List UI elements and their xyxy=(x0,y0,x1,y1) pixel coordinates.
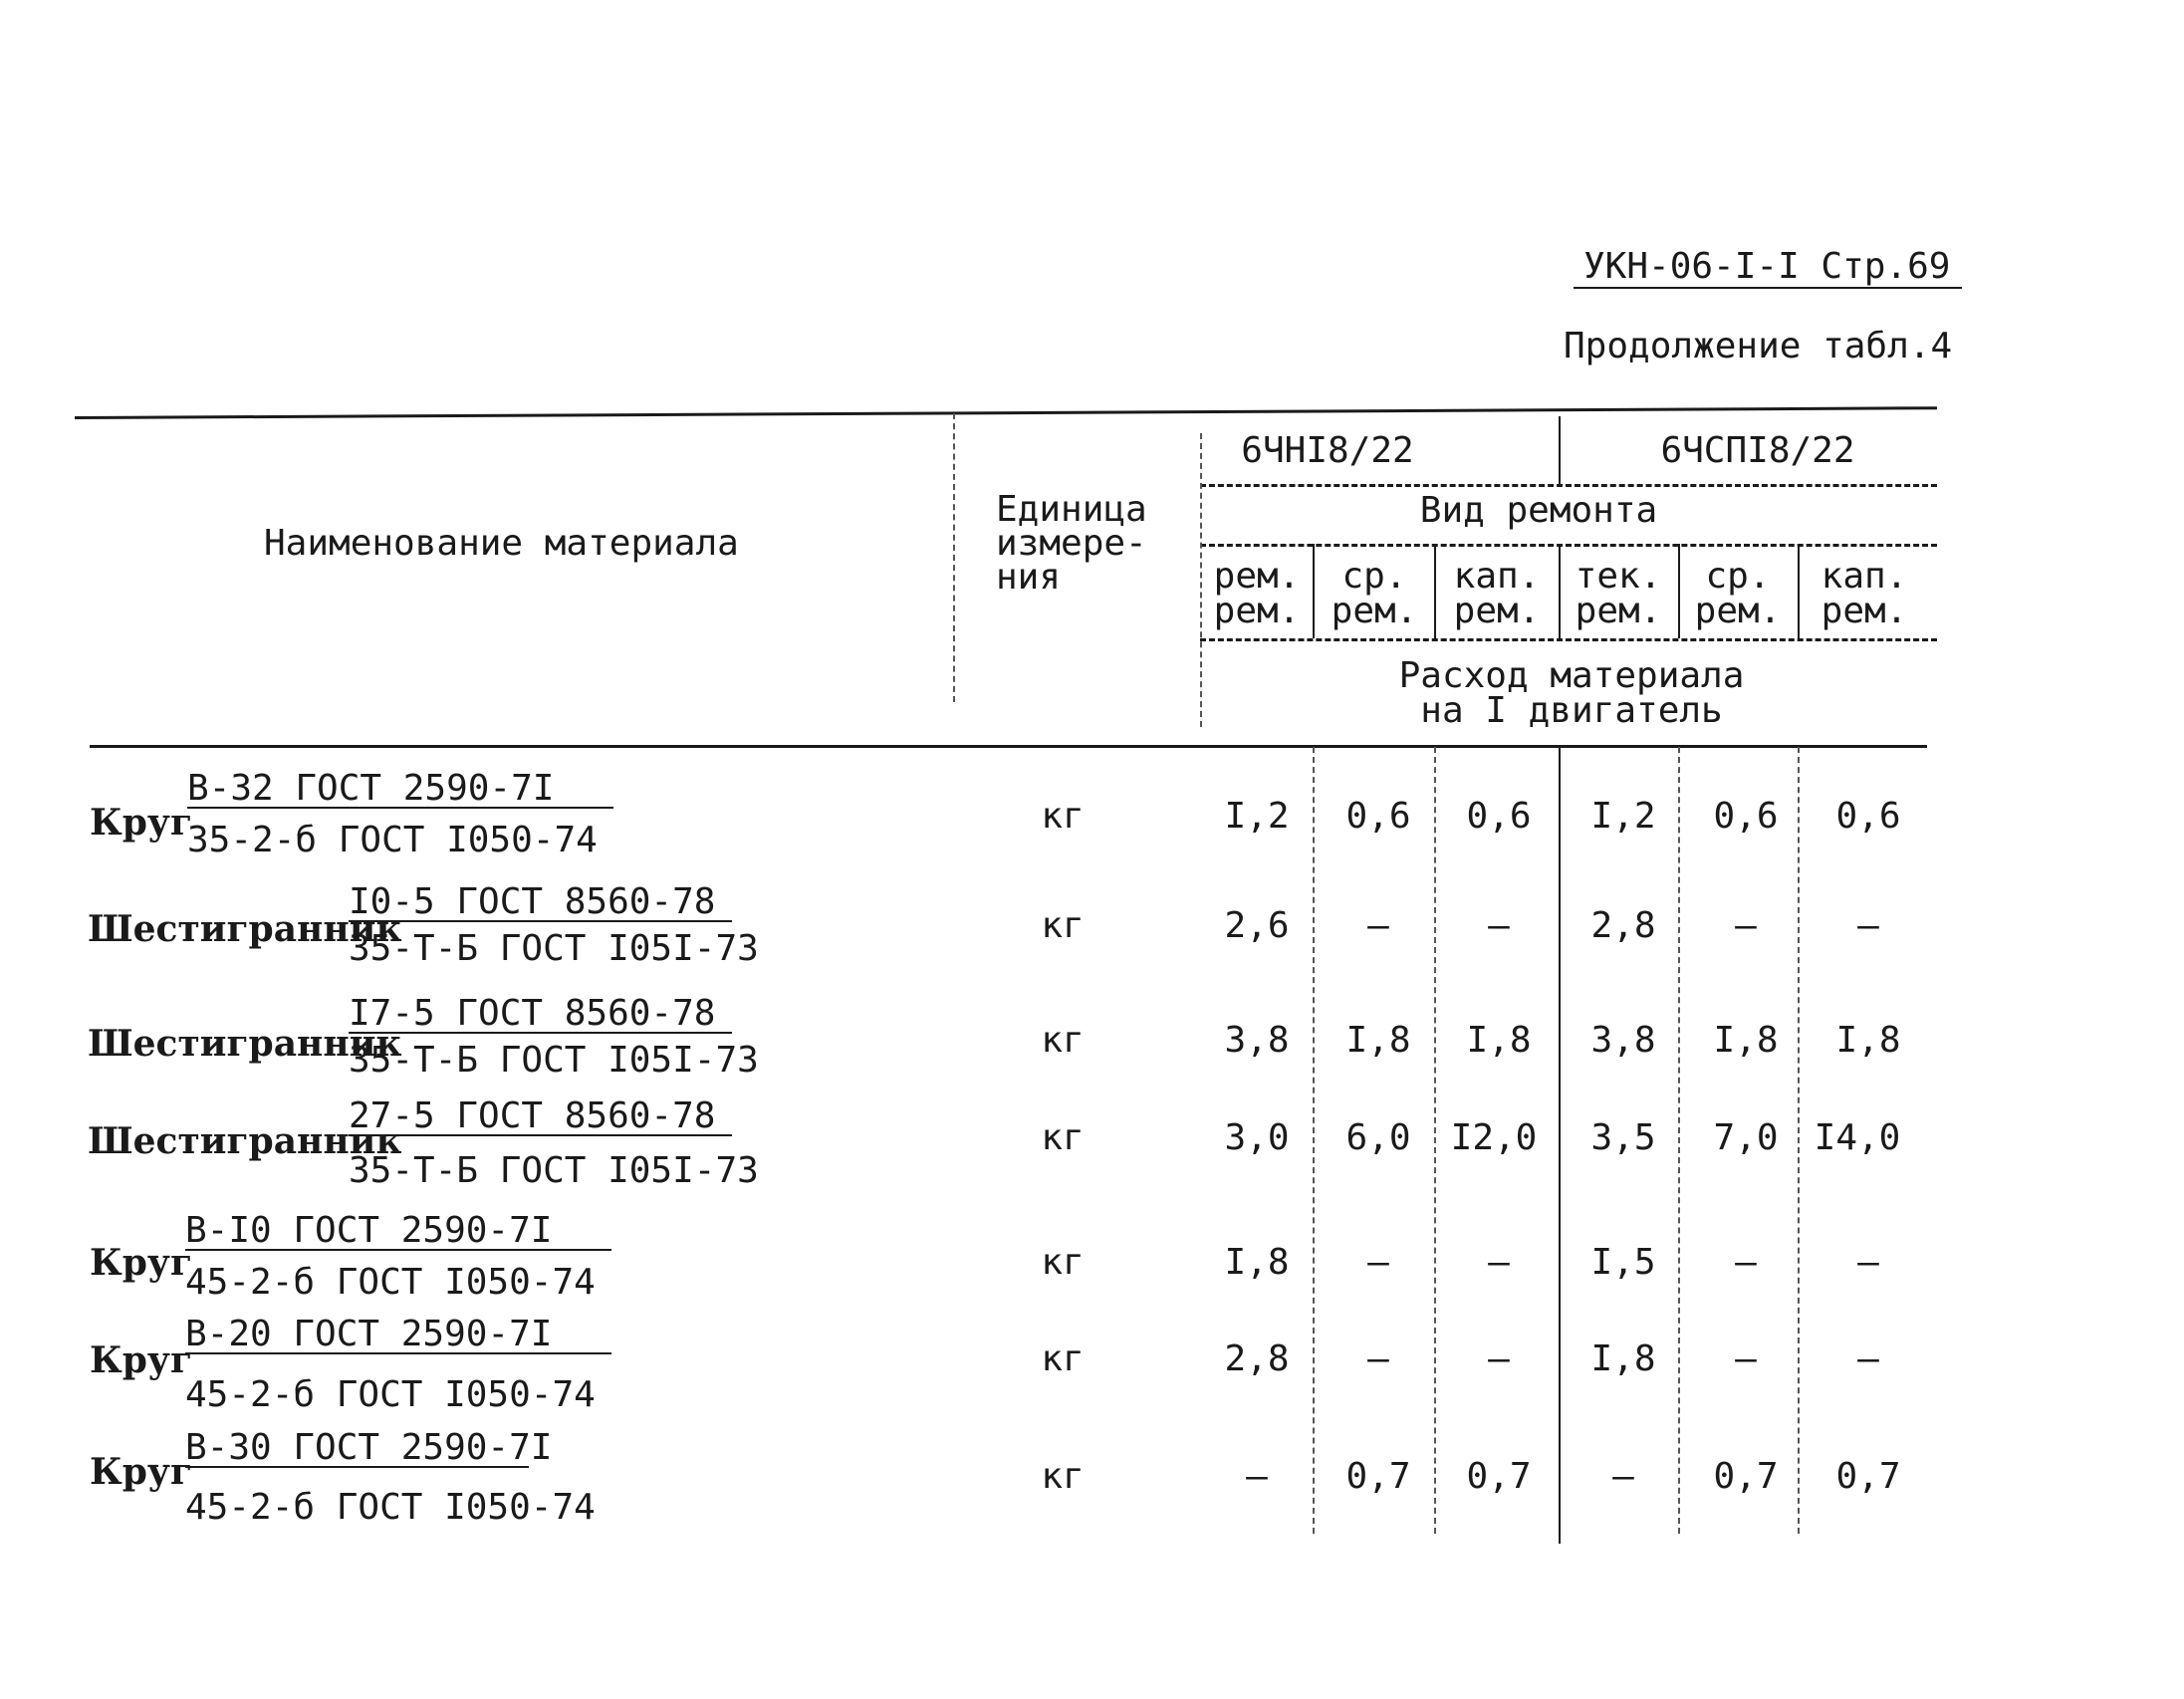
cell-value: 3,5 xyxy=(1590,1117,1656,1158)
cell-value: – xyxy=(1857,905,1879,946)
subcol-3-line-2: рем. xyxy=(1453,591,1541,631)
material-name-header: Наименование материала xyxy=(264,523,739,564)
cell-value: 2,8 xyxy=(1590,905,1656,946)
row-spec-bottom: 35-2-б ГОСТ I050-74 xyxy=(187,820,598,860)
subcol-2-line-1: ср. xyxy=(1341,556,1407,597)
row-spec-bottom: 45-2-б ГОСТ I050-74 xyxy=(185,1374,596,1415)
row-spec-fraction-bar xyxy=(185,1466,529,1468)
header-bottom-rule xyxy=(90,745,1927,748)
cell-value: I,2 xyxy=(1224,796,1290,837)
cell-value: – xyxy=(1735,905,1757,946)
cell-value: – xyxy=(1367,905,1389,946)
row-spec-bottom: 45-2-б ГОСТ I050-74 xyxy=(185,1487,596,1528)
subcol-1-line-2: рем. xyxy=(1213,591,1301,631)
engine-1-header: 6ЧНI8/22 xyxy=(1241,430,1414,471)
cell-value: I2,0 xyxy=(1450,1117,1538,1158)
subcol-4-line-2: рем. xyxy=(1575,591,1662,631)
row-spec-bottom: 45-2-б ГОСТ I050-74 xyxy=(185,1262,596,1303)
cell-value: 3,0 xyxy=(1224,1117,1290,1158)
row-unit: кг xyxy=(1041,905,1085,946)
body-divider-5 xyxy=(1798,747,1800,1534)
row-unit: кг xyxy=(1041,1456,1085,1497)
row-unit: кг xyxy=(1041,1338,1085,1379)
row-kind: Круг xyxy=(90,1242,193,1284)
row-kind: Круг xyxy=(90,1339,193,1381)
cell-value: – xyxy=(1612,1456,1634,1497)
cell-value: – xyxy=(1488,1242,1510,1283)
cell-value: – xyxy=(1367,1242,1389,1283)
cell-value: – xyxy=(1735,1338,1757,1379)
consumption-header-line-2: на I двигатель xyxy=(1420,690,1723,731)
body-divider-3 xyxy=(1559,747,1561,1544)
cell-value: – xyxy=(1857,1338,1879,1379)
cell-value: I,8 xyxy=(1466,1020,1532,1061)
cell-value: 0,6 xyxy=(1713,796,1779,837)
cell-value: I4,0 xyxy=(1814,1117,1901,1158)
subcol-1-line-1: рем. xyxy=(1213,556,1301,597)
table-top-rule xyxy=(75,406,1937,419)
subcol-5-line-1: ср. xyxy=(1705,556,1771,597)
consumption-header-line-1: Расход материала xyxy=(1398,655,1745,696)
cell-value: I,2 xyxy=(1590,796,1656,837)
row-kind: Круг xyxy=(90,802,193,844)
row-spec-fraction-bar xyxy=(187,807,613,809)
row-spec-bottom: 35-Т-Б ГОСТ I05I-73 xyxy=(349,1040,759,1081)
row-spec-fraction-bar xyxy=(349,920,732,922)
cell-value: I,8 xyxy=(1835,1020,1901,1061)
sub-divider-5 xyxy=(1798,544,1800,638)
unit-values-divider xyxy=(1200,433,1202,727)
row-spec-fraction-bar xyxy=(349,1032,732,1034)
row-kind: Шестигранник xyxy=(88,1023,402,1065)
row-kind: Шестигранник xyxy=(88,1120,402,1162)
cell-value: – xyxy=(1488,1338,1510,1379)
cell-value: I,8 xyxy=(1224,1242,1290,1283)
subcol-4-line-1: тек. xyxy=(1575,556,1662,597)
cell-value: I,8 xyxy=(1713,1020,1779,1061)
cell-value: I,8 xyxy=(1590,1338,1656,1379)
cell-value: 0,7 xyxy=(1835,1456,1901,1497)
cell-value: 0,7 xyxy=(1713,1456,1779,1497)
body-divider-4 xyxy=(1678,747,1680,1534)
cell-value: – xyxy=(1246,1456,1268,1497)
row-spec-bottom: 35-Т-Б ГОСТ I05I-73 xyxy=(349,1150,759,1191)
cell-value: 6,0 xyxy=(1345,1117,1411,1158)
cell-value: I,8 xyxy=(1345,1020,1411,1061)
sub-divider-4 xyxy=(1678,544,1680,638)
unit-header-line-1: Единица xyxy=(996,489,1147,530)
cell-value: – xyxy=(1488,905,1510,946)
row-spec-fraction-bar xyxy=(349,1134,732,1136)
cell-value: 0,6 xyxy=(1466,796,1532,837)
subcolumn-rule xyxy=(1200,638,1937,641)
unit-header-line-3: ния xyxy=(996,557,1062,598)
row-spec-fraction-bar xyxy=(185,1249,611,1251)
cell-value: 0,6 xyxy=(1835,796,1901,837)
document-code-underline xyxy=(1574,287,1962,289)
cell-value: 3,8 xyxy=(1590,1020,1656,1061)
row-spec-top: В-32 ГОСТ 2590-7I xyxy=(187,768,555,809)
row-spec-top: В-I0 ГОСТ 2590-7I xyxy=(185,1210,553,1251)
engine-divider xyxy=(1559,416,1561,484)
repair-type-rule xyxy=(1200,544,1937,547)
row-spec-top: 27-5 ГОСТ 8560-78 xyxy=(349,1095,716,1136)
row-spec-top: I7-5 ГОСТ 8560-78 xyxy=(349,993,716,1034)
body-divider-2 xyxy=(1434,747,1436,1534)
table-continuation-label: Продолжение табл.4 xyxy=(1564,326,1953,366)
cell-value: 0,6 xyxy=(1345,796,1411,837)
row-unit: кг xyxy=(1041,1020,1085,1061)
row-kind: Шестигранник xyxy=(88,908,402,950)
row-spec-fraction-bar xyxy=(185,1352,611,1354)
sub-divider-2 xyxy=(1434,544,1436,638)
cell-value: 0,7 xyxy=(1466,1456,1532,1497)
row-spec-top: В-20 ГОСТ 2590-7I xyxy=(185,1314,553,1354)
row-unit: кг xyxy=(1041,796,1085,837)
cell-value: – xyxy=(1857,1242,1879,1283)
cell-value: I,5 xyxy=(1590,1242,1656,1283)
subcol-2-line-2: рем. xyxy=(1331,591,1418,631)
sub-divider-3 xyxy=(1559,544,1561,638)
row-spec-top: В-30 ГОСТ 2590-7I xyxy=(185,1427,553,1468)
cell-value: 2,8 xyxy=(1224,1338,1290,1379)
cell-value: 7,0 xyxy=(1713,1117,1779,1158)
row-unit: кг xyxy=(1041,1117,1085,1158)
cell-value: 2,6 xyxy=(1224,905,1290,946)
sub-divider-1 xyxy=(1313,544,1315,638)
subcol-3-line-1: кап. xyxy=(1453,556,1541,597)
cell-value: 0,7 xyxy=(1345,1456,1411,1497)
cell-value: – xyxy=(1367,1338,1389,1379)
cell-value: 3,8 xyxy=(1224,1020,1290,1061)
unit-header-line-2: измере- xyxy=(996,523,1147,564)
subcol-5-line-2: рем. xyxy=(1694,591,1782,631)
name-unit-divider xyxy=(953,413,955,702)
engine-2-header: 6ЧСПI8/22 xyxy=(1660,430,1855,471)
document-code: УКН-06-I-I Стр.69 xyxy=(1583,246,1951,287)
subcol-6-line-2: рем. xyxy=(1820,591,1908,631)
row-spec-bottom: 35-Т-Б ГОСТ I05I-73 xyxy=(349,928,759,969)
body-divider-1 xyxy=(1313,747,1315,1534)
cell-value: – xyxy=(1735,1242,1757,1283)
repair-type-header: Вид ремонта xyxy=(1419,490,1658,531)
row-kind: Круг xyxy=(90,1451,193,1493)
row-unit: кг xyxy=(1041,1242,1085,1283)
engine-header-rule xyxy=(1200,484,1937,487)
row-spec-top: I0-5 ГОСТ 8560-78 xyxy=(349,881,716,922)
subcol-6-line-1: кап. xyxy=(1820,556,1908,597)
